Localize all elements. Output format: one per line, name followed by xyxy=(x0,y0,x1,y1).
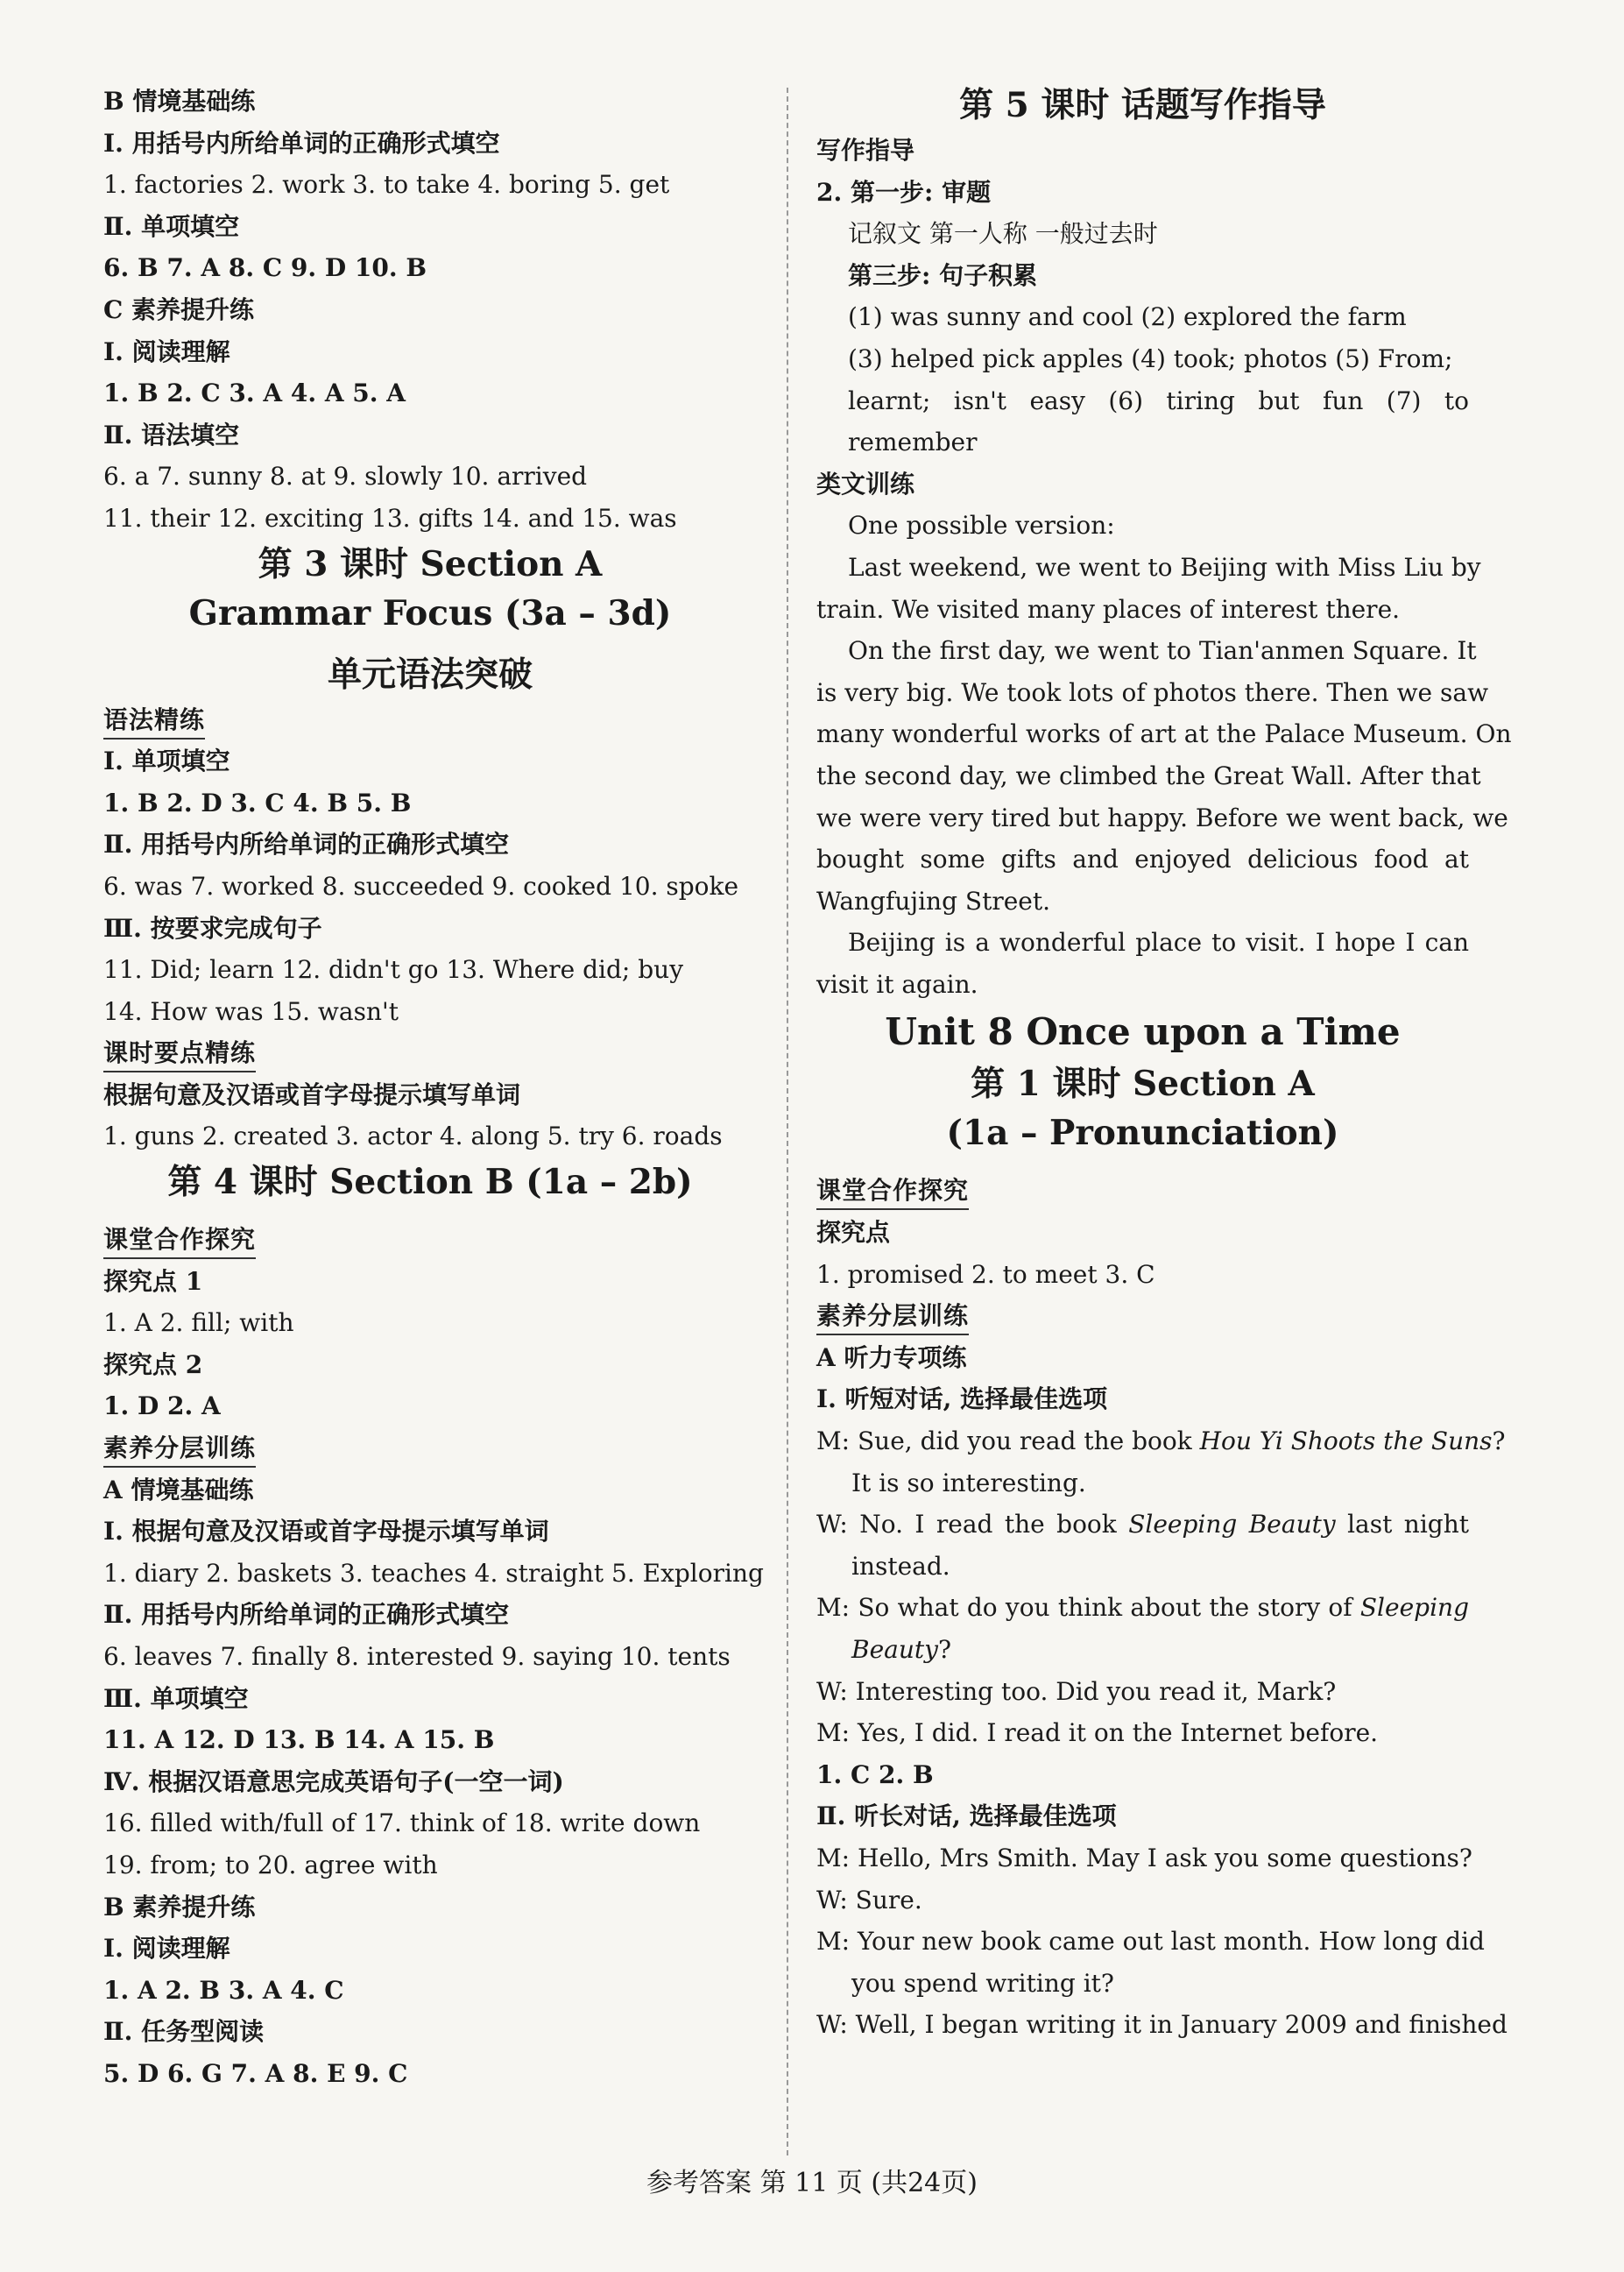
answer-line: remember xyxy=(848,428,978,457)
answer-heading: Ⅲ. 按要求完成句子 xyxy=(103,913,322,943)
answer-line: Beijing is a wonderful place to visit. I hope I can xyxy=(848,928,1469,958)
section-heading: 第 1 课时 Section A xyxy=(971,1064,1315,1105)
underlined-label: 语法精练 xyxy=(103,703,205,740)
answer-line: 记叙文 第一人称 一般过去时 xyxy=(848,219,1158,249)
answer-line: 1. factories 2. work 3. to take 4. boring 5. get xyxy=(103,170,670,200)
subsection-label xyxy=(816,1295,1469,1337)
answer-heading: Ⅰ. 单项填空 xyxy=(103,747,230,776)
answer-heading: Ⅱ. 用括号内所给单词的正确形式填空 xyxy=(103,830,510,860)
underlined-label: 课堂合作探究 xyxy=(103,1222,256,1259)
subsection-label xyxy=(103,1427,757,1469)
answer-heading: B 素养提升练 xyxy=(103,1892,256,1922)
answer-heading: A 情境基础练 xyxy=(103,1475,254,1504)
subsection-label xyxy=(103,1219,757,1261)
section-heading: 第 3 课时 Section A xyxy=(258,543,603,584)
answer-heading: 第三步: 句子积累 xyxy=(848,260,1038,290)
answer-heading: 类文训练 xyxy=(816,469,915,499)
answer-heading: 1. B 2. C 3. A 4. A 5. A xyxy=(103,379,406,408)
spacer xyxy=(816,1157,1469,1170)
answer-line: 6. leaves 7. finally 8. interested 9. saying 10. tents xyxy=(103,1642,731,1671)
answer-line: 19. from; to 20. agree with xyxy=(103,1850,438,1879)
answer-heading: 1. B 2. D 3. C 4. B 5. B xyxy=(103,788,412,817)
subsection-label xyxy=(103,1032,757,1074)
underlined-label: 课时要点精练 xyxy=(103,1036,256,1072)
answer-heading: Ⅰ. 用括号内所给单词的正确形式填空 xyxy=(103,128,500,158)
answer-line: It is so interesting. xyxy=(851,1468,1086,1497)
answer-line: 6. a 7. sunny 8. at 9. slowly 10. arrived xyxy=(103,462,588,492)
answer-line: W: Interesting too. Did you read it, Mark? xyxy=(816,1676,1337,1706)
answer-line: (1) was sunny and cool (2) explored the farm xyxy=(848,302,1407,332)
answer-line: (3) helped pick apples (4) took; photos (5) From; xyxy=(848,343,1453,373)
answer-heading: Ⅰ. 阅读理解 xyxy=(103,336,230,366)
answer-line: train. We visited many places of interest there. xyxy=(816,594,1401,624)
answer-line: we were very tired but happy. Before we went back, we xyxy=(816,803,1508,832)
answer-heading: 1. D 2. A xyxy=(103,1391,221,1421)
answer-line: visit it again. xyxy=(816,969,978,999)
answer-heading: Ⅰ. 阅读理解 xyxy=(103,1934,230,1964)
answer-heading: 11. A 12. D 13. B 14. A 15. B xyxy=(103,1725,495,1755)
answer-heading: Ⅰ. 听短对话, 选择最佳选项 xyxy=(816,1384,1108,1414)
underlined-label: 课堂合作探究 xyxy=(816,1173,969,1210)
answer-line: 1. promised 2. to meet 3. C xyxy=(816,1259,1155,1289)
answer-line: the second day, we climbed the Great Wall. After that xyxy=(816,761,1481,790)
answer-line: M: Hello, Mrs Smith. May I ask you some questions? xyxy=(816,1843,1472,1872)
answer-heading: Ⅱ. 语法填空 xyxy=(103,420,240,449)
page-footer: 参考答案 第 11 页 (共24页) xyxy=(646,2168,978,2198)
answer-line: many wonderful works of art at the Palace Museum. On xyxy=(816,719,1512,749)
answer-heading: Ⅳ. 根据汉语意思完成英语句子(一空一词) xyxy=(103,1766,564,1796)
answer-heading: 5. D 6. G 7. A 8. E 9. C xyxy=(103,2058,408,2088)
answer-heading: 写作指导 xyxy=(816,136,915,165)
answer-heading: Ⅱ. 用括号内所给单词的正确形式填空 xyxy=(103,1600,510,1630)
section-heading: (1a – Pronunciation) xyxy=(946,1113,1339,1154)
answer-heading: 探究点 2 xyxy=(103,1349,203,1379)
answer-line: 1. guns 2. created 3. actor 4. along 5. try 6. roads xyxy=(103,1122,723,1151)
answer-line: W: Sure. xyxy=(816,1885,922,1915)
answer-heading: A 听力专项练 xyxy=(816,1342,967,1372)
answer-line: bought some gifts and enjoyed delicious food at xyxy=(816,845,1469,874)
answer-line: M: Yes, I did. I read it on the Internet before. xyxy=(816,1718,1379,1748)
underlined-label: 素养分层训练 xyxy=(816,1299,969,1335)
answer-line: On the first day, we went to Tian'anmen Square. It xyxy=(848,636,1477,666)
right-column xyxy=(816,81,1512,2046)
answer-heading: 2. 第一步: 审题 xyxy=(816,177,992,207)
answer-heading: C 素养提升练 xyxy=(103,294,255,324)
answer-heading: 6. B 7. A 8. C 9. D 10. B xyxy=(103,253,427,283)
underlined-label: 素养分层训练 xyxy=(103,1431,256,1468)
answer-line: 14. How was 15. wasn't xyxy=(103,996,399,1026)
answer-heading: Ⅱ. 听长对话, 选择最佳选项 xyxy=(816,1801,1117,1831)
answer-line: W: No. I read the book Sleeping Beauty last night xyxy=(816,1510,1469,1539)
spacer xyxy=(103,1207,757,1219)
section-heading: 单元语法突破 xyxy=(327,654,533,695)
answer-heading: B 情境基础练 xyxy=(103,87,256,116)
answer-line: 1. diary 2. baskets 3. teaches 4. straight 5. Exploring xyxy=(103,1558,764,1588)
answer-heading: Ⅰ. 根据句意及汉语或首字母提示填写单词 xyxy=(103,1517,549,1547)
answer-line: 11. their 12. exciting 13. gifts 14. and 15. was xyxy=(103,503,677,533)
answer-line: M: Your new book came out last month. How long did xyxy=(816,1927,1485,1957)
answer-heading: Ⅲ. 单项填空 xyxy=(103,1683,249,1713)
subsection-label xyxy=(816,1170,1469,1212)
answer-line: Wangfujing Street. xyxy=(816,886,1050,916)
answer-heading: 1. C 2. B xyxy=(816,1759,934,1789)
subsection-label xyxy=(103,699,757,741)
answer-line: Last weekend, we went to Beijing with Miss Liu by xyxy=(848,552,1481,582)
answer-line: is very big. We took lots of photos there. Then we saw xyxy=(816,677,1489,707)
spacer xyxy=(103,638,757,650)
section-heading: Unit 8 Once upon a Time xyxy=(885,1010,1401,1054)
answer-heading: 1. A 2. B 3. A 4. C xyxy=(103,1975,344,2005)
section-heading: 第 5 课时 话题写作指导 xyxy=(959,85,1326,125)
section-heading: Grammar Focus (3a – 3d) xyxy=(188,592,672,633)
section-heading: 第 4 课时 Section B (1a – 2b) xyxy=(167,1162,693,1203)
answer-line: instead. xyxy=(851,1551,950,1581)
answer-heading: 探究点 1 xyxy=(103,1266,203,1296)
answer-line: 6. was 7. worked 8. succeeded 9. cooked 10. spoke xyxy=(103,871,739,901)
answer-heading: 根据句意及汉语或首字母提示填写单词 xyxy=(103,1079,521,1109)
answer-heading: 探究点 xyxy=(816,1218,891,1248)
answer-line: 16. filled with/full of 17. think of 18. write down xyxy=(103,1808,701,1838)
answer-line: you spend writing it? xyxy=(851,1968,1114,1998)
answer-line: M: So what do you think about the story of Sleeping xyxy=(816,1593,1469,1623)
answer-line: Beauty? xyxy=(851,1635,951,1664)
left-column xyxy=(103,81,764,2095)
column-divider xyxy=(787,88,788,2155)
answer-line: 1. A 2. fill; with xyxy=(103,1308,294,1338)
answer-line: learnt; isn't easy (6) tiring but fun (7) to xyxy=(848,386,1469,415)
answer-line: W: Well, I began writing it in January 2009 and finished xyxy=(816,2010,1507,2040)
answer-heading: Ⅱ. 任务型阅读 xyxy=(103,2017,265,2047)
answer-heading: Ⅱ. 单项填空 xyxy=(103,211,240,241)
answer-line: 11. Did; learn 12. didn't go 13. Where did; buy xyxy=(103,955,684,985)
answer-line: One possible version: xyxy=(848,511,1115,541)
answer-line: M: Sue, did you read the book Hou Yi Shoots the Suns? xyxy=(816,1426,1506,1456)
